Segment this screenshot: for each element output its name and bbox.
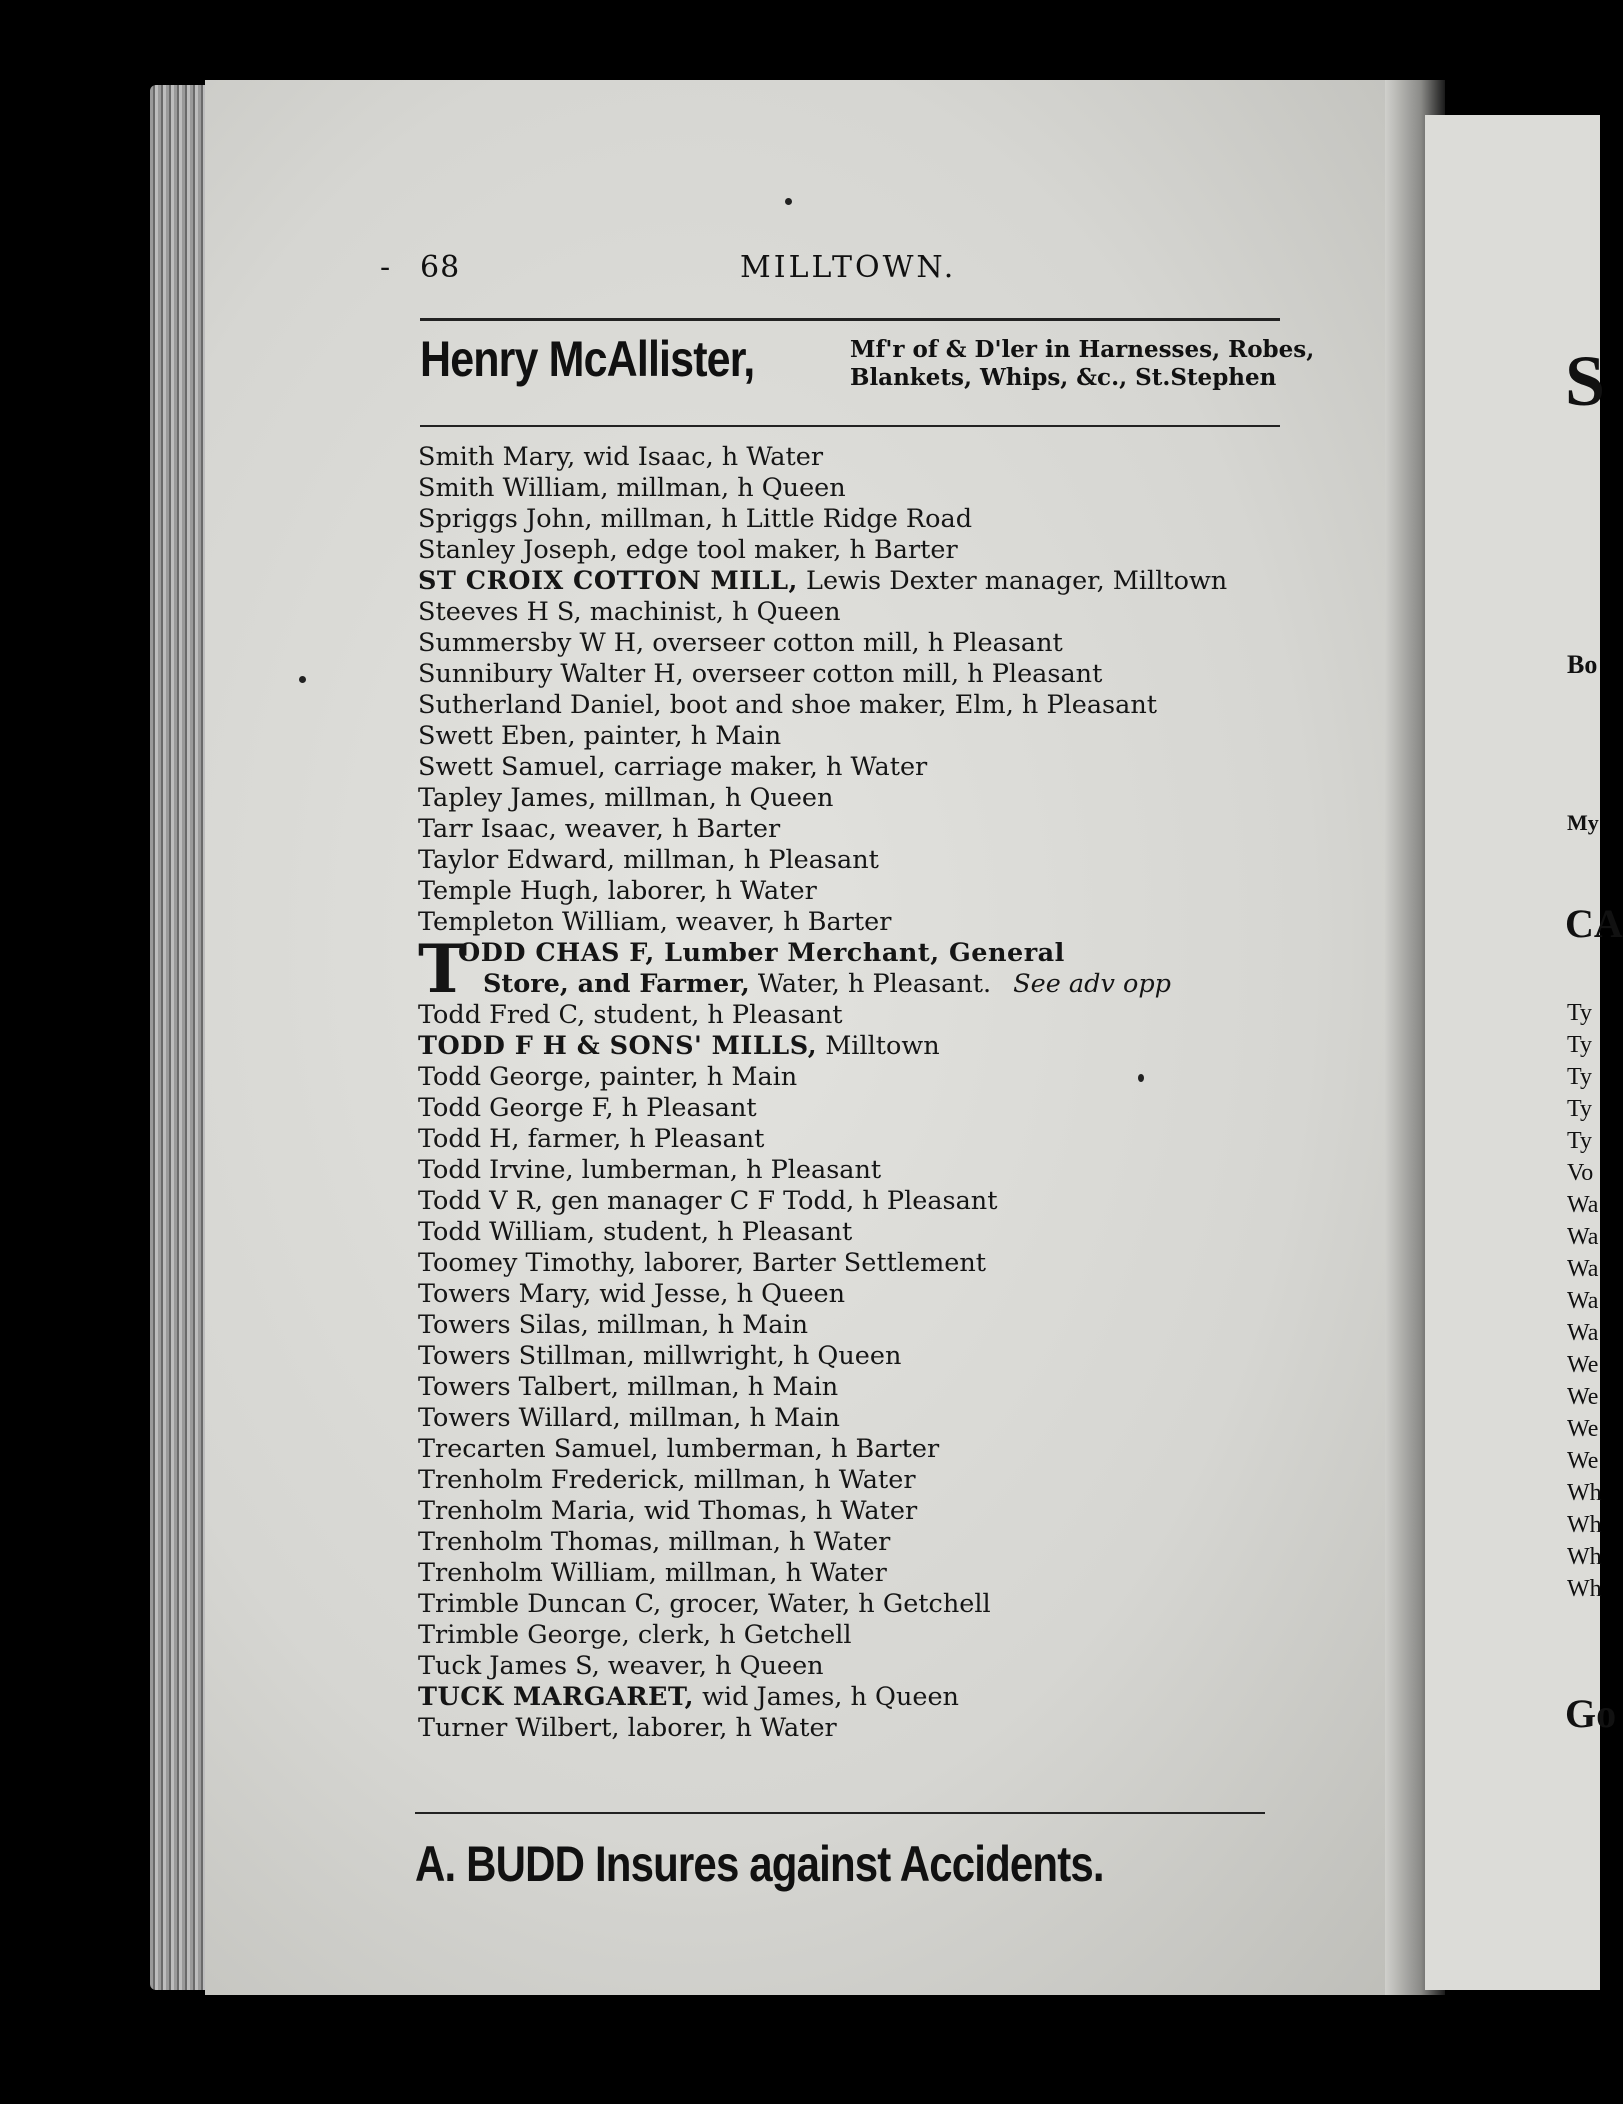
todd-chas-line2-bold: Store, and Farmer, xyxy=(483,969,750,999)
directory-entry: Sunnibury Walter H, overseer cotton mill, h Pleasant xyxy=(418,659,1103,689)
right-page-text-fragment: Wa xyxy=(1567,1320,1599,1346)
directory-entry: Todd Fred C, student, h Pleasant xyxy=(418,1000,843,1030)
ad-description-line2: Blankets, Whips, &c., St.Stephen xyxy=(850,364,1277,391)
ink-speck xyxy=(785,198,792,205)
todd-chas-line1: ODD CHAS F, Lumber Merchant, General xyxy=(458,938,1065,968)
entry-business-name: ST CROIX COTTON MILL, xyxy=(418,566,798,596)
directory-entry: Taylor Edward, millman, h Pleasant xyxy=(418,845,879,875)
drop-cap: T xyxy=(418,930,468,1008)
directory-entry xyxy=(418,1031,1298,1062)
entry-details: Lewis Dexter manager, Milltown xyxy=(797,566,1228,596)
directory-entry: Toomey Timothy, laborer, Barter Settlement xyxy=(418,1248,987,1278)
right-page-text-fragment: S xyxy=(1565,341,1606,421)
directory-entry: Steeves H S, machinist, h Queen xyxy=(418,597,841,627)
top-advertisement xyxy=(420,330,1315,400)
directory-entry: Tuck James S, weaver, h Queen xyxy=(418,1651,824,1681)
right-page-text-fragment: Ty xyxy=(1567,1064,1592,1090)
directory-entry: Trenholm Thomas, millman, h Water xyxy=(418,1527,891,1557)
todd-chas-entry xyxy=(418,930,1298,1008)
directory-entry: Towers Stillman, millwright, h Queen xyxy=(418,1341,902,1371)
directory-entry: Trenholm Maria, wid Thomas, h Water xyxy=(418,1496,918,1526)
right-page-text-fragment: Wa xyxy=(1567,1256,1599,1282)
right-page-text-fragment: Wa xyxy=(1567,1224,1599,1250)
right-page-text-fragment: Wh xyxy=(1567,1512,1602,1538)
right-page-text-fragment: Ty xyxy=(1567,1096,1592,1122)
right-page-text-fragment: Ty xyxy=(1567,1000,1592,1026)
directory-entry: Trimble George, clerk, h Getchell xyxy=(418,1620,852,1650)
right-page-text-fragment: Ty xyxy=(1567,1128,1592,1154)
right-page-text-fragment: We xyxy=(1567,1384,1599,1410)
right-page-text-fragment: Bo xyxy=(1567,650,1598,679)
right-page-text-fragment: We xyxy=(1567,1448,1599,1474)
directory-entry: Smith William, millman, h Queen xyxy=(418,473,846,503)
directory-entry: Trimble Duncan C, grocer, Water, h Getchell xyxy=(418,1589,991,1619)
directory-entry: Temple Hugh, laborer, h Water xyxy=(418,876,817,906)
right-page-text-fragment: We xyxy=(1567,1352,1599,1378)
todd-chas-adv-note: See adv opp xyxy=(1013,969,1171,999)
directory-entry: Swett Eben, painter, h Main xyxy=(418,721,782,751)
ink-speck xyxy=(1138,1074,1144,1082)
todd-chas-line2 xyxy=(483,969,1171,1000)
ink-speck xyxy=(299,676,306,683)
entry-business-name: TUCK MARGARET, xyxy=(418,1682,694,1712)
directory-entry: Tarr Isaac, weaver, h Barter xyxy=(418,814,781,844)
entry-business-name: TODD F H & SONS' MILLS, xyxy=(418,1031,818,1061)
directory-entry: Spriggs John, millman, h Little Ridge Road xyxy=(418,504,973,534)
right-page-text-fragment: Wh xyxy=(1567,1480,1602,1506)
directory-entry: Todd William, student, h Pleasant xyxy=(418,1217,853,1247)
book-page-edges xyxy=(150,85,210,1990)
directory-entry: Todd George, painter, h Main xyxy=(418,1062,798,1092)
ad-description-line1: Mf'r of & D'ler in Harnesses, Robes, xyxy=(850,336,1315,363)
bottom-ad-rule xyxy=(415,1812,1265,1814)
top-ad-rule-lower xyxy=(420,425,1280,427)
header-dash: - xyxy=(380,250,392,285)
directory-entry: Trenholm Frederick, millman, h Water xyxy=(418,1465,916,1495)
directory-entry: Towers Mary, wid Jesse, h Queen xyxy=(418,1279,846,1309)
page-title: MILLTOWN. xyxy=(740,250,957,285)
directory-entry: Stanley Joseph, edge tool maker, h Barter xyxy=(418,535,958,565)
directory-entry: Smith Mary, wid Isaac, h Water xyxy=(418,442,824,472)
entry-details: Milltown xyxy=(817,1031,940,1061)
right-page-text-fragment: CA xyxy=(1565,901,1623,946)
directory-entry xyxy=(418,566,1298,597)
directory-entry: Todd Irvine, lumberman, h Pleasant xyxy=(418,1155,882,1185)
directory-entry: Towers Silas, millman, h Main xyxy=(418,1310,809,1340)
entry-details: wid James, h Queen xyxy=(694,1682,959,1712)
top-ad-rule-upper xyxy=(420,318,1280,321)
directory-entry: Summersby W H, overseer cotton mill, h Pleasant xyxy=(418,628,1063,658)
right-page-text-fragment: Wa xyxy=(1567,1288,1599,1314)
directory-entry: Turner Wilbert, laborer, h Water xyxy=(418,1713,837,1743)
right-page-text-fragment: Wh xyxy=(1567,1576,1602,1602)
directory-entry: Templeton William, weaver, h Barter xyxy=(418,907,892,937)
directory-entry: Towers Willard, millman, h Main xyxy=(418,1403,840,1433)
directory-entry: Todd V R, gen manager C F Todd, h Pleasant xyxy=(418,1186,998,1216)
right-page-text-fragment: Wa xyxy=(1567,1192,1599,1218)
page-number: 68 xyxy=(420,250,461,285)
right-page-text-fragment: Vo xyxy=(1567,1160,1594,1186)
todd-chas-line2-rest: Water, h Pleasant. xyxy=(749,969,992,999)
page-header xyxy=(380,250,1280,290)
directory-entry: Todd George F, h Pleasant xyxy=(418,1093,757,1123)
right-page-text-fragment: Go xyxy=(1565,1691,1617,1736)
right-page-text-fragment: We xyxy=(1567,1416,1599,1442)
right-page-text-fragment: Wh xyxy=(1567,1544,1602,1570)
right-page-text-fragment: Ty xyxy=(1567,1032,1592,1058)
directory-entry: Sutherland Daniel, boot and shoe maker, Elm, h Pleasant xyxy=(418,690,1158,720)
directory-entry: Towers Talbert, millman, h Main xyxy=(418,1372,839,1402)
directory-listing xyxy=(418,442,1298,1744)
directory-entry: Trenholm William, millman, h Water xyxy=(418,1558,887,1588)
directory-entry xyxy=(418,1682,1298,1713)
ad-advertiser-name: Henry McAllister, xyxy=(420,331,755,387)
directory-entry: Tapley James, millman, h Queen xyxy=(418,783,834,813)
directory-entry: Trecarten Samuel, lumberman, h Barter xyxy=(418,1434,940,1464)
right-page-text-fragment: My xyxy=(1567,810,1599,835)
bottom-advertisement: A. BUDD Insures against Accidents. xyxy=(415,1836,1104,1892)
right-page-fragment xyxy=(1425,115,1623,1990)
directory-entry: Swett Samuel, carriage maker, h Water xyxy=(418,752,928,782)
directory-entry: Todd H, farmer, h Pleasant xyxy=(418,1124,765,1154)
